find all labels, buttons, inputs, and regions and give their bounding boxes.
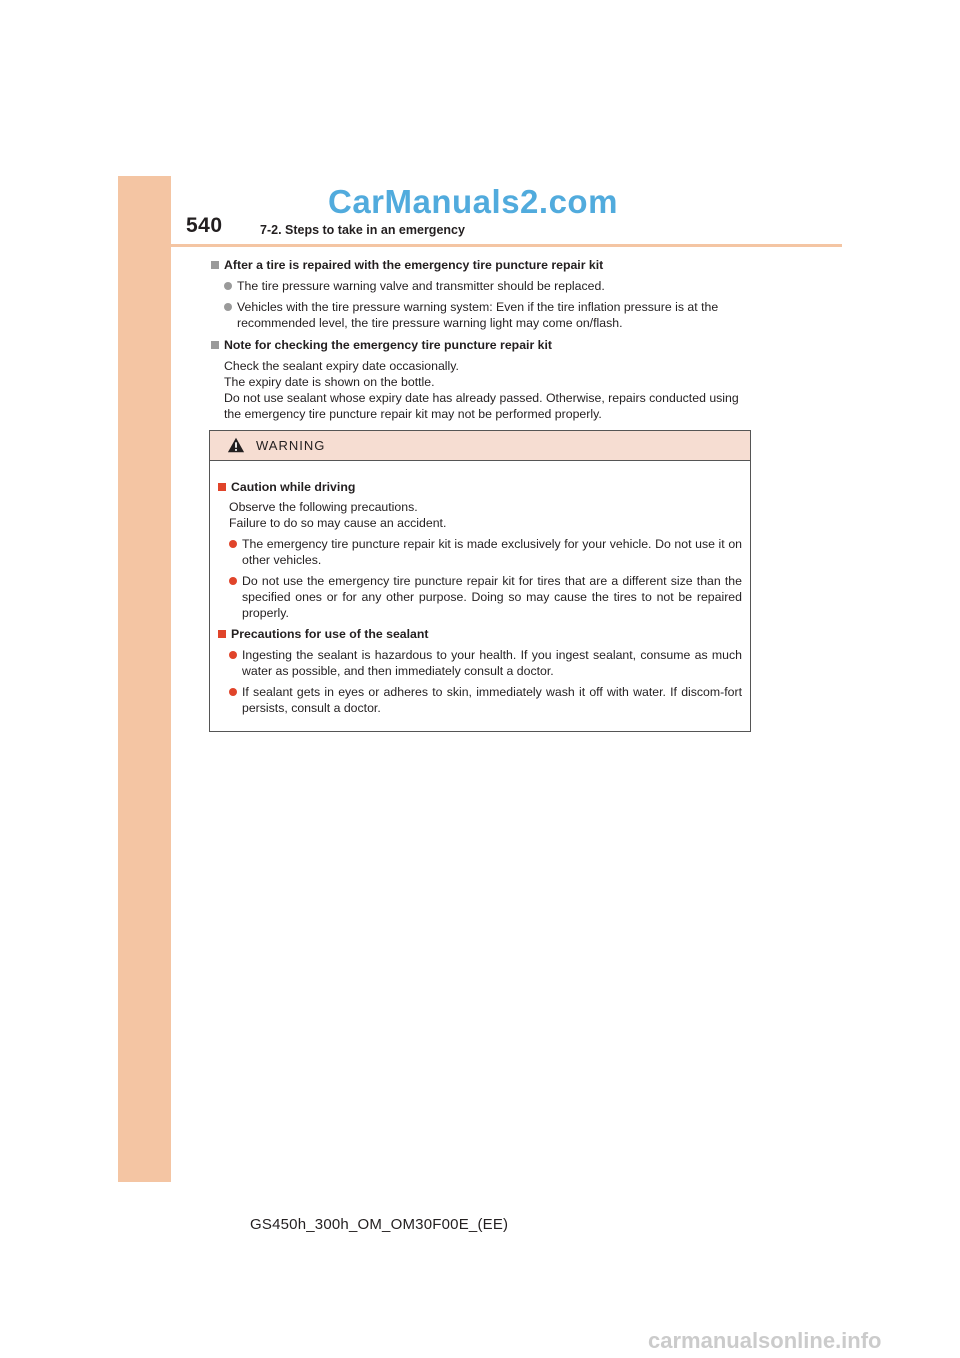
circle-bullet-icon bbox=[224, 303, 232, 311]
heading-after-repair bbox=[211, 257, 756, 273]
paragraph-line: Observe the following precautions. bbox=[229, 500, 418, 514]
warning-triangle-icon bbox=[227, 436, 245, 454]
heading-text: Precautions for use of the sealant bbox=[231, 627, 429, 641]
footer-code: GS450h_300h_OM_OM30F00E_(EE) bbox=[250, 1216, 509, 1233]
circle-bullet-icon bbox=[224, 282, 232, 290]
paragraph-line: Do not use sealant whose expiry date has already passed. Otherwise, repairs conducted using the emergency tire puncture repair kit may not be performed properly. bbox=[224, 391, 739, 421]
bullet-text: The tire pressure warning valve and transmitter should be replaced. bbox=[237, 279, 605, 293]
heading-caution-driving bbox=[218, 479, 742, 495]
list-item bbox=[218, 536, 742, 568]
heading-text: Note for checking the emergency tire puncture repair kit bbox=[224, 338, 553, 352]
paragraph-line: Failure to do so may cause an accident. bbox=[229, 516, 447, 530]
square-bullet-icon bbox=[218, 630, 226, 638]
side-color-band bbox=[118, 176, 171, 1182]
square-bullet-icon bbox=[211, 341, 219, 349]
circle-bullet-icon bbox=[229, 688, 237, 696]
heading-sealant-precautions bbox=[218, 626, 742, 642]
heading-note-checking bbox=[211, 337, 756, 353]
warning-box bbox=[209, 430, 751, 732]
circle-bullet-icon bbox=[229, 651, 237, 659]
warning-title: WARNING bbox=[256, 438, 326, 453]
paragraph-line: The expiry date is shown on the bottle. bbox=[224, 375, 435, 389]
note-paragraph bbox=[211, 358, 756, 422]
heading-text: Caution while driving bbox=[231, 480, 356, 494]
list-item bbox=[218, 647, 742, 679]
square-bullet-icon bbox=[218, 483, 226, 491]
caution-paragraph bbox=[218, 499, 742, 531]
main-content bbox=[211, 255, 756, 422]
circle-bullet-icon bbox=[229, 540, 237, 548]
watermark-bottom: carmanualsonline.info bbox=[648, 1328, 882, 1353]
bullet-text: Vehicles with the tire pressure warning system: Even if the tire inflation pressure is at the recommended level, the tire pressure warning light may come on/flash. bbox=[237, 300, 719, 330]
warning-body bbox=[210, 461, 750, 716]
header-rule bbox=[171, 244, 842, 247]
bullet-text: If sealant gets in eyes or adheres to skin, immediately wash it off with water. If discom-fort persists, consult a doctor. bbox=[242, 685, 742, 715]
list-item bbox=[211, 278, 756, 294]
list-item bbox=[211, 299, 756, 331]
bullet-text: Ingesting the sealant is hazardous to your health. If you ingest sealant, consume as much water as possible, and then immediately consult a doctor. bbox=[242, 648, 742, 678]
list-item bbox=[218, 684, 742, 716]
list-item bbox=[218, 573, 742, 621]
heading-text: After a tire is repaired with the emergency tire puncture repair kit bbox=[224, 258, 604, 272]
warning-header bbox=[210, 431, 750, 461]
circle-bullet-icon bbox=[229, 577, 237, 585]
bullet-text: Do not use the emergency tire puncture repair kit for tires that are a different size than the specified ones or for any other purpose. Doing so may cause the tires to not be repaired properly. bbox=[242, 574, 742, 620]
watermark-top: CarManuals2.com bbox=[328, 183, 618, 220]
section-title: 7-2. Steps to take in an emergency bbox=[260, 223, 465, 237]
square-bullet-icon bbox=[211, 261, 219, 269]
paragraph-line: Check the sealant expiry date occasionally. bbox=[224, 359, 459, 373]
bullet-text: The emergency tire puncture repair kit is made exclusively for your vehicle. Do not use it on other vehicles. bbox=[242, 537, 742, 567]
page-number: 540 bbox=[186, 214, 223, 237]
